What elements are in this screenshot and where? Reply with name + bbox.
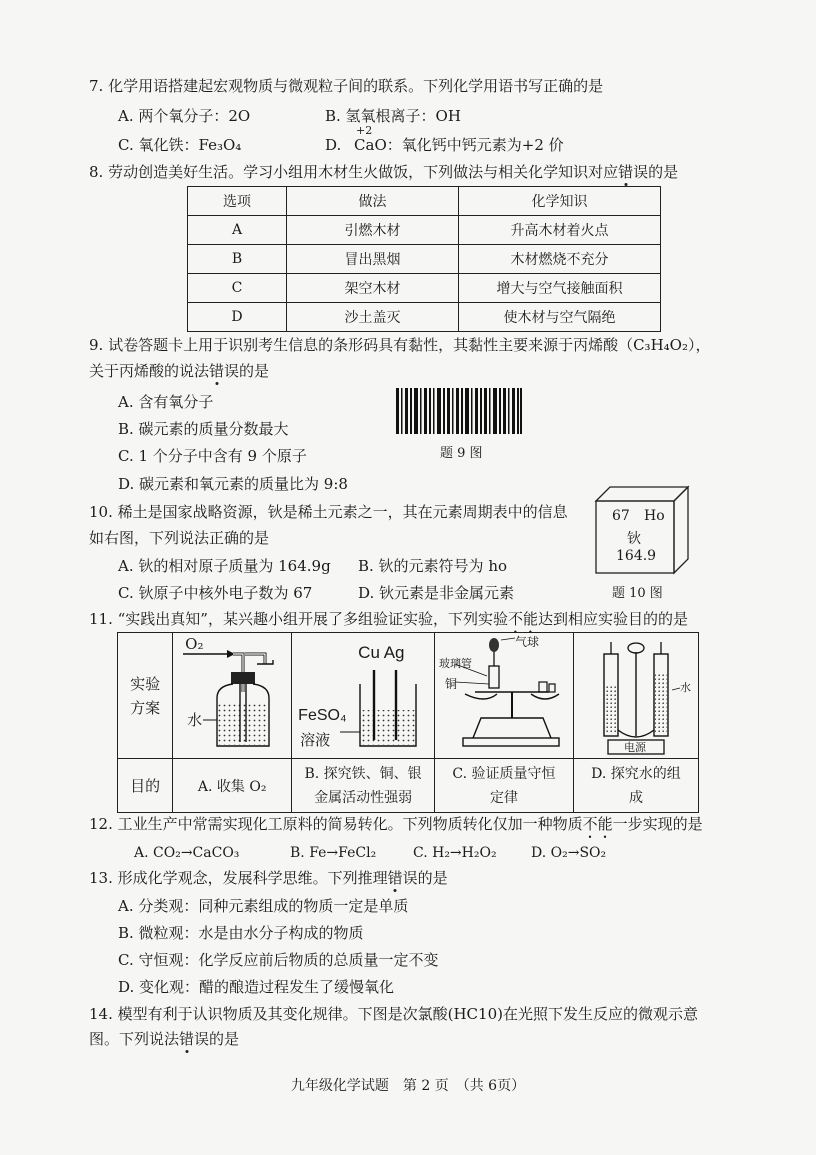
q13-option-a: A. 分类观：同种元素组成的物质一定是单质 [118,897,409,915]
q11-purpose-a-text: A. 收集 O₂ [197,778,267,795]
table-row [188,245,661,274]
q14-stem-post: 误的是 [194,1030,240,1048]
label-metals: Cu Ag [358,643,405,662]
q11-purpose-d [574,759,699,813]
q7-option-a: A. 两个氧分子：2O [118,107,251,125]
q14-stem-pre: 图。下列说法 [89,1030,180,1048]
element-mass: 164.9 [616,548,657,564]
table-row [188,216,661,245]
q9-option-b: B. 碳元素的质量分数最大 [118,420,289,438]
table-row [188,274,661,303]
q8-stem-pre: 8. 劳动创造美好生活。学习小组用木材生火做饭，下列做法与相关化学知识对应 [89,163,619,181]
q9-stem-post: 误的是 [224,362,270,380]
q9-stem-line2 [89,361,269,381]
q9-option-c: C. 1 个分子中含有 9 个原子 [118,447,307,465]
q9-option-d: D. 碳元素和氧元素的质量比为 9:8 [118,475,348,493]
q11-purpose-b [292,759,435,813]
q12-stem-post: 一步实现的是 [612,815,703,833]
element-number: 67 [612,508,630,524]
q10-caption: 题 10 图 [612,586,663,601]
q11-stem-pre: 11. “实践出真知”，某兴趣小组开展了多组验证实验，下列实验 [89,610,508,628]
element-symbol: Ho [644,508,665,524]
q10-option-c: C. 钬原子中核外电子数为 67 [118,584,313,602]
q13-stem [89,868,448,888]
q8-stem [89,162,678,182]
q7-d-charge: +2 [356,124,373,137]
q13-option-b: B. 微粒观：水是由水分子构成的物质 [118,924,364,942]
q11-setup-b [292,633,435,759]
q14-stem-line1: 14. 模型有利于认识物质及其变化规律。下图是次氯酸(HC10)在光照下发生反应的微观示意 [89,1005,698,1023]
label-solution: 溶液 [300,731,331,749]
q7-option-d [325,124,564,155]
q14-stem-emphasis: 错 [179,1030,195,1048]
q8-table-header [188,187,661,216]
q8-cell: 架空木材 [287,274,459,303]
q8-cell: 引燃木材 [287,216,459,245]
q8-cell: A [188,216,287,245]
table-row [188,303,661,332]
barcode-icon [396,388,522,434]
label-feso4: FeSO₄ [298,707,347,724]
q11-row-label-purpose: 目的 [118,759,173,813]
label-water-d: 水 [680,681,691,694]
q7-d-label: D. [325,136,342,154]
q13-stem-post: 误的是 [402,869,448,887]
q11-purpose-a [173,759,292,813]
q11-setup-d [574,633,699,759]
q8-cell: B [188,245,287,274]
q11-stem-post: 达到相应实验目的的是 [537,610,688,628]
q8-stem-post: 误的是 [633,163,679,181]
q8-cell: 使木材与空气隔绝 [459,303,661,332]
q14-stem-line2 [89,1029,239,1049]
label-power-source: 电源 [624,741,646,754]
q12-option-a: A. CO₂→CaCO₃ [134,845,240,861]
q13-option-c: C. 守恒观：化学反应前后物质的总质量一定不变 [118,951,439,969]
label-copper: 铜 [444,677,457,691]
q10-option-d: D. 钬元素是非金属元素 [358,584,515,602]
q9-stem-pre: 关于丙烯酸的说法 [89,362,210,380]
q8-cell: 沙土盖灭 [287,303,459,332]
label-balloon: 气球 [514,635,539,649]
q11-setup-a [173,633,292,759]
q9-stem-emphasis: 错 [209,362,225,380]
q8-cell: 木材燃烧不充分 [459,245,661,274]
q7-d-rest: ：氧化钙中钙元素为+2 价 [386,136,564,154]
q12-option-d: D. O₂→SO₂ [531,845,607,861]
q12-stem-pre: 12. 工业生产中常需实现化工原料的简易转化。下列物质转化仅加一种物质 [89,815,583,833]
q8-header-cell: 选项 [188,187,287,216]
q10-option-b: B. 钬的元素符号为 ho [358,557,508,575]
q8-cell: 增大与空气接触面积 [459,274,661,303]
q12-stem [89,814,703,842]
q9-stem-line1: 9. 试卷答题卡上用于识别考生信息的条形码具有黏性，其黏性主要来源于丙烯酸（C₃H₄O₂）， [89,336,711,354]
q13-option-d: D. 变化观：醋的酿造过程发生了缓慢氧化 [118,978,395,996]
q8-header-cell: 做法 [287,187,459,216]
q7-option-c: C. 氧化铁：Fe₃O₄ [118,136,242,154]
q8-cell: C [188,274,287,303]
label-o2: O₂ [185,635,204,653]
table-row [118,633,699,759]
q7-option-b: B. 氢氧根离子：OH [325,107,461,125]
q11-stem-emphasis: 不能 [507,610,538,628]
q12-option-c: C. H₂→H₂O₂ [413,845,497,861]
q7-d-formula: CaO [354,136,387,154]
q11-purpose-c [434,759,573,813]
q11-purpose-b-line1: B. 探究铁、铜、银 [304,765,422,782]
q8-cell: 冒出黑烟 [287,245,459,274]
q8-cell: 升高木材着火点 [459,216,661,245]
q13-stem-pre: 13. 形成化学观念，发展科学思维。下列推理 [89,869,388,887]
q11-purpose-d-line2: 成 [629,789,643,806]
q10-option-a: A. 钬的相对原子质量为 164.9g [118,557,331,575]
q8-stem-emphasis: 错 [618,163,634,181]
q13-stem-emphasis: 错 [387,869,403,887]
balance-diagram [435,634,573,758]
q11-table [117,632,699,813]
q10-stem-line1: 10. 稀土是国家战略资源，钬是稀土元素之一，其在元素周期表中的信息 [89,503,568,521]
q8-header-cell: 化学知识 [459,187,661,216]
q11-purpose-c-line2: 定律 [489,789,518,806]
q11-setup-c [434,633,573,759]
label-glass-tube: 玻璃管 [438,657,472,670]
q9-option-a: A. 含有氧分子 [118,393,214,411]
q11-purpose-c-line1: C. 验证质量守恒 [452,765,556,782]
label-water: 水 [187,711,203,729]
q8-cell: D [188,303,287,332]
q11-purpose-d-line1: D. 探究水的组 [591,765,681,782]
q7-stem: 7. 化学用语搭建起宏观物质与微观粒子间的联系。下列化学用语书写正确的是 [89,77,604,95]
page-footer: 九年级化学试题 第 2 页 （共 6页） [290,1078,526,1094]
q12-option-b: B. Fe→FeCl₂ [290,845,377,861]
q12-stem-emphasis: 不能 [582,815,613,833]
q11-row-label-plan: 实验 方案 [118,633,173,759]
q9-caption: 题 9 图 [440,446,483,461]
q10-stem-line2: 如右图，下列说法正确的是 [89,529,270,547]
element-name: 钬 [627,531,641,547]
q11-purpose-b-line2: 金属活动性强弱 [314,789,413,806]
q8-table [187,186,661,332]
table-row [118,759,699,813]
